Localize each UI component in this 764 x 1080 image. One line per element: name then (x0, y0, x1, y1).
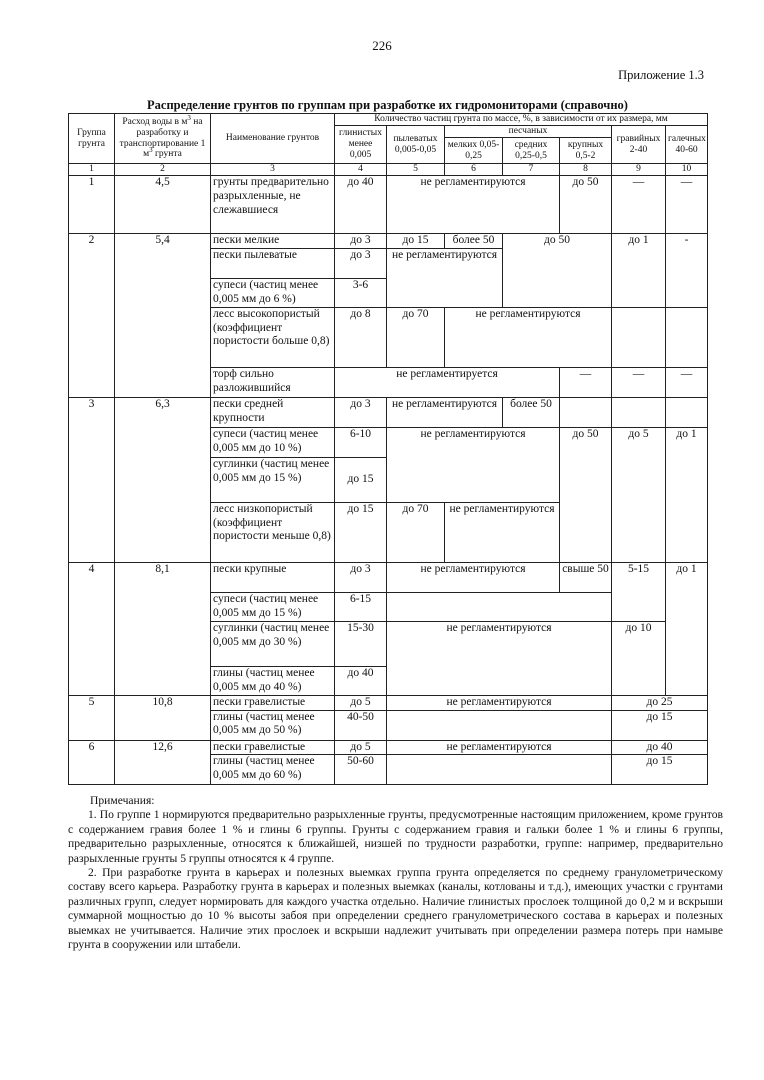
empty-cell (666, 397, 708, 427)
clay-value: до 5 (335, 695, 387, 710)
clay-value: 15-30 (335, 621, 387, 666)
water-consumption: 4,5 (115, 176, 211, 234)
clay-value: 3-6 (335, 278, 387, 307)
water-consumption: 12,6 (115, 740, 211, 785)
clay-value: до 3 (335, 562, 387, 592)
clay-value: до 3 (335, 397, 387, 427)
col-number: 4 (335, 164, 387, 176)
soil-name: грунты предварительно разрыхленные, не слежавшиеся (211, 176, 335, 234)
col-number: 1 (69, 164, 115, 176)
coarse-value: свыше 50 (560, 562, 612, 592)
note-1: 1. По группе 1 нормируются предварительно разрыхленные грунты, предусмотренные настоящим приложением, кроме грунтов с содержанием гравия более 1 % и глины 6 группы. Грунты с содержанием гравия и гальки более 1 % и глины 6 группы, предварительно разрыхленные, относятся к ближайшей, низшей по трудности разработки, группе: например, предварительно разрыхленные грунты 5 группы относятся к 4 группе. (68, 808, 723, 865)
coarse-value: — (560, 367, 612, 397)
soil-name: лесс низкопористый (коэффициент пористости меньше 0,8) (211, 502, 335, 562)
water-consumption: 5,4 (115, 234, 211, 398)
soil-groups-table (68, 113, 708, 785)
page-number: 226 (372, 38, 392, 53)
notes-title: Примечания: (90, 794, 155, 807)
not-regulated: не регламентируются (387, 397, 503, 427)
gravel-value: до 10 (612, 621, 666, 695)
empty-cell (387, 710, 612, 740)
dust-value: до 15 (387, 234, 445, 249)
gravel-pebble-value: до 25 (612, 695, 708, 710)
clay-value: 6-10 (335, 427, 387, 457)
pebble-value: — (666, 176, 708, 234)
not-regulated: не регламентируются (387, 176, 560, 234)
soil-name: суглинки (частиц менее 0,005 мм до 30 %) (211, 621, 335, 666)
col-number: 5 (387, 164, 445, 176)
clay-value: до 8 (335, 307, 387, 367)
pebble-value: — (666, 367, 708, 397)
soil-name: пески гравелистые (211, 740, 335, 755)
gravel-pebble-value: до 15 (612, 710, 708, 740)
not-regulated: не регламентируются (387, 695, 612, 710)
clay-value: 6-15 (335, 592, 387, 621)
group-number: 4 (69, 562, 115, 695)
water-consumption: 8,1 (115, 562, 211, 695)
soil-name: лесс высокопористый (коэффициент пористости больше 0,8) (211, 307, 335, 367)
pebble-value: - (666, 234, 708, 308)
col-number: 7 (503, 164, 560, 176)
col-number: 2 (115, 164, 211, 176)
clay-value: до 15 (335, 457, 387, 502)
clay-value: 50-60 (335, 755, 387, 785)
gravel-pebble-value: до 15 (612, 755, 708, 785)
not-regulated: не регламентируются (387, 427, 560, 502)
col-number: 9 (612, 164, 666, 176)
gravel-value: 5-15 (612, 562, 666, 621)
notes-section (68, 794, 723, 952)
soil-name: пески гравелистые (211, 695, 335, 710)
header-dust: пылеватых 0,005-0,05 (387, 126, 445, 164)
soil-name: суглинки (частиц менее 0,005 мм до 15 %) (211, 457, 335, 502)
empty-cell (666, 307, 708, 367)
not-regulated: не регламентируются (387, 562, 560, 592)
clay-value: до 3 (335, 234, 387, 249)
soil-name: глины (частиц менее 0,005 мм до 60 %) (211, 755, 335, 785)
coarse-value: до 50 (560, 427, 612, 562)
soil-name: пески средней крупности (211, 397, 335, 427)
header-particles: Количество частиц грунта по массе, %, в зависимости от их размера, мм (335, 114, 708, 126)
soil-name: супеси (частиц менее 0,005 мм до 15 %) (211, 592, 335, 621)
col-number: 8 (560, 164, 612, 176)
table-title: Распределение грунтов по группам при разработке их гидромониторами (справочно) (147, 98, 628, 112)
header-sand-fine: мелких 0,05-0,25 (445, 138, 503, 164)
header-pebble: галечных 40-60 (666, 126, 708, 164)
header-sand-medium: средних 0,25-0,5 (503, 138, 560, 164)
clay-value: до 3 (335, 248, 387, 278)
soil-name: супеси (частиц менее 0,005 мм до 10 %) (211, 427, 335, 457)
empty-cell (387, 592, 612, 621)
not-regulated: не регламентируются (445, 307, 612, 367)
coarse-value: до 50 (560, 176, 612, 234)
gravel-value: до 1 (612, 234, 666, 308)
soil-name: глины (частиц менее 0,005 мм до 40 %) (211, 666, 335, 695)
gravel-value: до 5 (612, 427, 666, 562)
gravel-value: — (612, 176, 666, 234)
header-clay: глинистых менее 0,005 (335, 126, 387, 164)
col-number: 6 (445, 164, 503, 176)
col-number: 10 (666, 164, 708, 176)
empty-cell (560, 397, 612, 427)
header-group: Группа грунта (69, 114, 115, 164)
soil-name: пески пылеватые (211, 248, 335, 278)
clay-value: 40-50 (335, 710, 387, 740)
pebble-value: до 1 (666, 427, 708, 562)
dust-value: до 70 (387, 502, 445, 562)
not-regulated: не регламентируется (335, 367, 560, 397)
header-sand: песчаных (445, 126, 612, 138)
soil-name: пески мелкие (211, 234, 335, 249)
empty-cell (387, 755, 612, 785)
water-consumption: 10,8 (115, 695, 211, 740)
header-soil-name: Наименование грунтов (211, 114, 335, 164)
group-number: 2 (69, 234, 115, 398)
empty-cell (612, 307, 666, 367)
col-number: 3 (211, 164, 335, 176)
clay-value: до 5 (335, 740, 387, 755)
not-regulated: не регламентируются (387, 740, 612, 755)
not-regulated: не регламентируются (387, 248, 503, 307)
soil-name: глины (частиц менее 0,005 мм до 50 %) (211, 710, 335, 740)
soil-name: торф сильно разложившийся (211, 367, 335, 397)
clay-value: до 40 (335, 176, 387, 234)
water-consumption: 6,3 (115, 397, 211, 562)
medium-coarse-sand-value: до 50 (503, 234, 612, 308)
appendix-label: Приложение 1.3 (618, 68, 704, 82)
group-number: 1 (69, 176, 115, 234)
clay-value: до 40 (335, 666, 387, 695)
header-sand-coarse: крупных 0,5-2 (560, 138, 612, 164)
medium-sand-value: более 50 (503, 397, 560, 427)
group-number: 3 (69, 397, 115, 562)
gravel-value: — (612, 367, 666, 397)
soil-name: пески крупные (211, 562, 335, 592)
empty-cell (612, 397, 666, 427)
not-regulated: не регламентируются (445, 502, 560, 562)
not-regulated: не регламентируются (387, 621, 612, 695)
group-number: 6 (69, 740, 115, 785)
fine-sand-value: более 50 (445, 234, 503, 249)
note-2: 2. При разработке грунта в карьерах и полезных выемках группа грунта определяется по среднему гранулометрическому составу всего карьера. Разработку грунта в карьерах и полезных выемках (каналы, котлованы и т.д.), имеющих участки с грунтами различных групп, следует нормировать для каждого участка отдельно. Наличие глинистых прослоек толщиной до 0,2 м и вскрыши суммарной мощностью до 10 % высоты забоя при определении среднего гранулометрического состава в карьерах и полезных выемках не учитывается. Наличие этих прослоек и вскрыши надлежит учитывать при определении размера потерь при намыве грунта в сооружении или штабели. (68, 866, 723, 952)
dust-value: до 70 (387, 307, 445, 367)
pebble-value: до 1 (666, 562, 708, 695)
clay-value: до 15 (335, 502, 387, 562)
group-number: 5 (69, 695, 115, 740)
gravel-pebble-value: до 40 (612, 740, 708, 755)
soil-name: супеси (частиц менее 0,005 мм до 6 %) (211, 278, 335, 307)
header-water: Расход воды в $м^3$ на разработку и транспортирование 1 $м^3$ грунта (115, 114, 211, 164)
header-gravel: гравийных 2-40 (612, 126, 666, 164)
